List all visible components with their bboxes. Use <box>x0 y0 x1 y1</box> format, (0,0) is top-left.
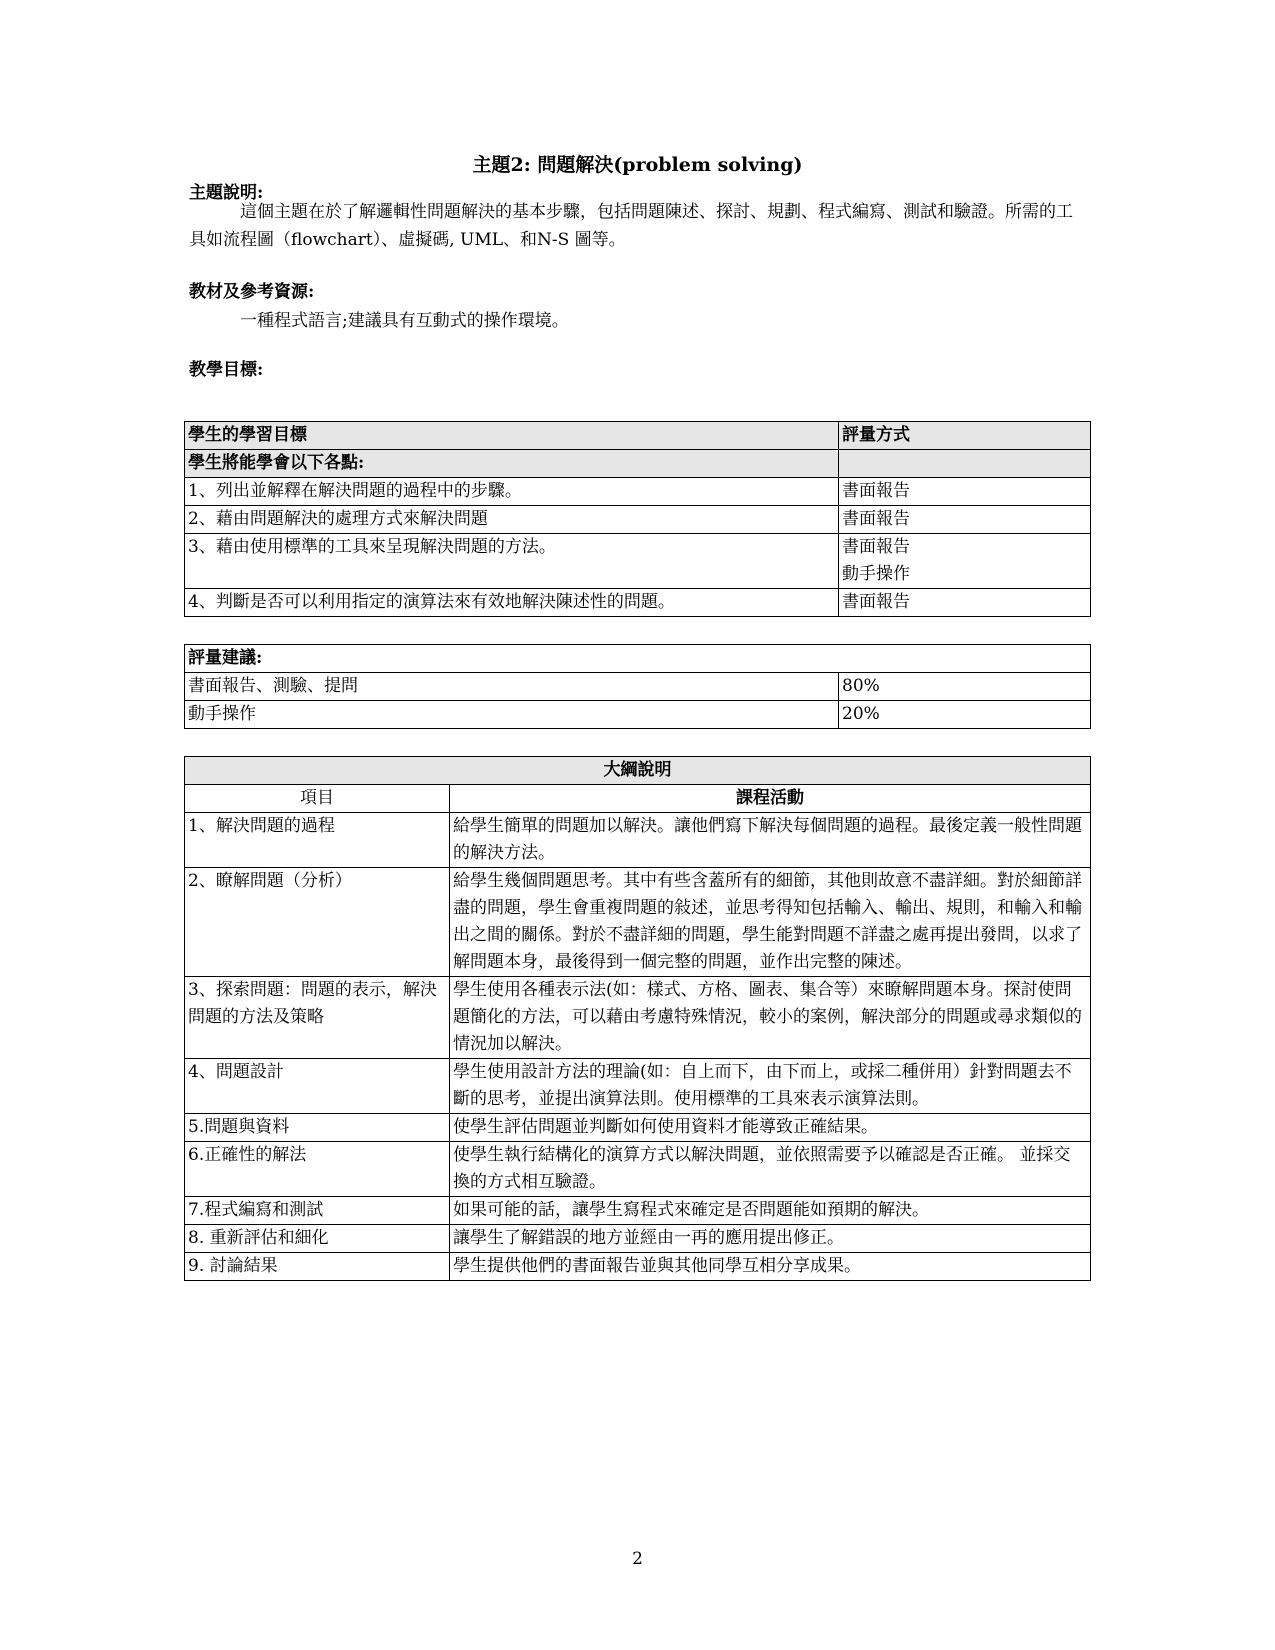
table-row <box>185 506 1091 534</box>
page-number: 2 <box>632 1549 643 1569</box>
outline-col-item: 項目 <box>185 785 450 813</box>
assessment-cell <box>839 478 1091 506</box>
table-row <box>185 977 1091 1059</box>
table-row <box>185 1114 1091 1142</box>
outline-item: 4、問題設計 <box>185 1059 450 1114</box>
assessment-header-row <box>185 645 1091 673</box>
outline-header-row <box>185 785 1091 813</box>
empty-cell <box>839 450 1091 478</box>
outline-item: 1、解決問題的過程 <box>185 813 450 868</box>
outline-item: 8. 重新評估和細化 <box>185 1225 450 1253</box>
table-row <box>185 868 1091 977</box>
objectives-header-row <box>185 422 1091 450</box>
outline-activity: 學生使用各種表示法(如：樣式、方格、圖表、集合等）來瞭解問題本身。探討使問題簡化的方法，可以藉由考慮特殊情況，較小的案例，解決部分的問題或尋求類似的情況加以解決。 <box>450 977 1091 1059</box>
resources-text: 一種程式語言;建議具有互動式的操作環境。 <box>240 311 569 331</box>
objective-cell: 1、列出並解釋在解決問題的過程中的步驟。 <box>185 478 839 506</box>
assessment-cell <box>839 506 1091 534</box>
outline-activity: 學生使用設計方法的理論(如：自上而下，由下而上，或採二種併用）針對問題去不斷的思考，並提出演算法則。使用標準的工具來表示演算法則。 <box>450 1059 1091 1114</box>
table-row <box>185 701 1091 729</box>
outline-item: 5.問題與資料 <box>185 1114 450 1142</box>
theme-heading: 主題說明: <box>189 183 264 203</box>
outline-item: 3、探索問題：問題的表示，解決問題的方法及策略 <box>185 977 450 1059</box>
table-row <box>185 673 1091 701</box>
outline-activity: 給學生幾個問題思考。其中有些含蓋所有的細節，其他則故意不盡詳細。對於細節詳盡的問題，學生會重複問題的敍述，並思考得知包括輸入、輸出、規則，和輸入和輸出之間的關係。對於不盡詳細的問題，學生能對問題不詳盡之處再提出發問，以求了解問題本身，最後得到一個完整的問題，並作出完整的陳述。 <box>450 868 1091 977</box>
outline-item: 7.程式編寫和測試 <box>185 1197 450 1225</box>
objectives-col-assessment: 評量方式 <box>839 422 1091 450</box>
outline-item: 2、瞭解問題（分析） <box>185 868 450 977</box>
assessment-item: 書面報告、測驗、提問 <box>185 673 839 701</box>
table-row <box>185 1225 1091 1253</box>
outline-title-row <box>185 757 1091 785</box>
objectives-col-objective: 學生的學習目標 <box>185 422 839 450</box>
table-row <box>185 1142 1091 1197</box>
objectives-heading: 教學目標: <box>189 360 264 380</box>
objective-cell: 2、藉由問題解決的處理方式來解決問題 <box>185 506 839 534</box>
outline-activity: 給學生簡單的問題加以解決。讓他們寫下解決每個問題的過程。最後定義一般性問題的解決方法。 <box>450 813 1091 868</box>
objectives-subheader: 學生將能學會以下各點: <box>185 450 839 478</box>
table-row <box>185 589 1091 617</box>
assessment-cell <box>839 534 1091 589</box>
outline-title: 大綱說明 <box>185 757 1091 785</box>
outline-activity: 學生提供他們的書面報告並與其他同學互相分享成果。 <box>450 1253 1091 1281</box>
table-row <box>185 534 1091 589</box>
assessment-cell <box>839 589 1091 617</box>
table-row <box>185 813 1091 868</box>
objective-cell: 4、判斷是否可以利用指定的演算法來有效地解決陳述性的問題。 <box>185 589 839 617</box>
outline-activity: 讓學生了解錯誤的地方並經由一再的應用提出修正。 <box>450 1225 1091 1253</box>
assessment-method: 動手操作 <box>842 564 910 584</box>
outline-activity: 使學生執行結構化的演算方式以解決問題，並依照需要予以確認是否正確。 並採交換的方式相互驗證。 <box>450 1142 1091 1197</box>
outline-col-activity: 課程活動 <box>450 785 1091 813</box>
outline-activity: 如果可能的話，讓學生寫程式來確定是否問題能如預期的解決。 <box>450 1197 1091 1225</box>
assessment-method: 書面報告 <box>842 509 910 529</box>
assessment-method: 書面報告 <box>842 592 910 612</box>
outline-activity: 使學生評估問題並判斷如何使用資料才能導致正確結果。 <box>450 1114 1091 1142</box>
document-title: 主題2: 問題解決(problem solving) <box>472 154 803 176</box>
assessment-item: 動手操作 <box>185 701 839 729</box>
assessment-method: 書面報告 <box>842 537 910 557</box>
assessment-weight: 80% <box>839 673 1091 701</box>
table-row <box>185 1197 1091 1225</box>
objectives-table <box>184 421 1091 617</box>
resources-heading: 教材及參考資源: <box>189 282 315 302</box>
assessment-header: 評量建議: <box>185 645 1091 673</box>
outline-item: 9. 討論結果 <box>185 1253 450 1281</box>
assessment-table <box>184 644 1091 729</box>
table-row <box>185 1253 1091 1281</box>
objective-cell: 3、藉由使用標準的工具來呈現解決問題的方法。 <box>185 534 839 589</box>
outline-item: 6.正確性的解法 <box>185 1142 450 1197</box>
outline-table <box>184 756 1091 1281</box>
assessment-method: 書面報告 <box>842 481 910 501</box>
theme-description: 這個主題在於了解邏輯性問題解決的基本步驟，包括問題陳述、探討、規劃、程式編寫、測試和驗證。所需的工具如流程圖（flowchart）、虛擬碼, UML、和N-S 圖等。 <box>189 202 1073 250</box>
table-row <box>185 478 1091 506</box>
table-row <box>185 1059 1091 1114</box>
objectives-subheader-row <box>185 450 1091 478</box>
assessment-weight: 20% <box>839 701 1091 729</box>
